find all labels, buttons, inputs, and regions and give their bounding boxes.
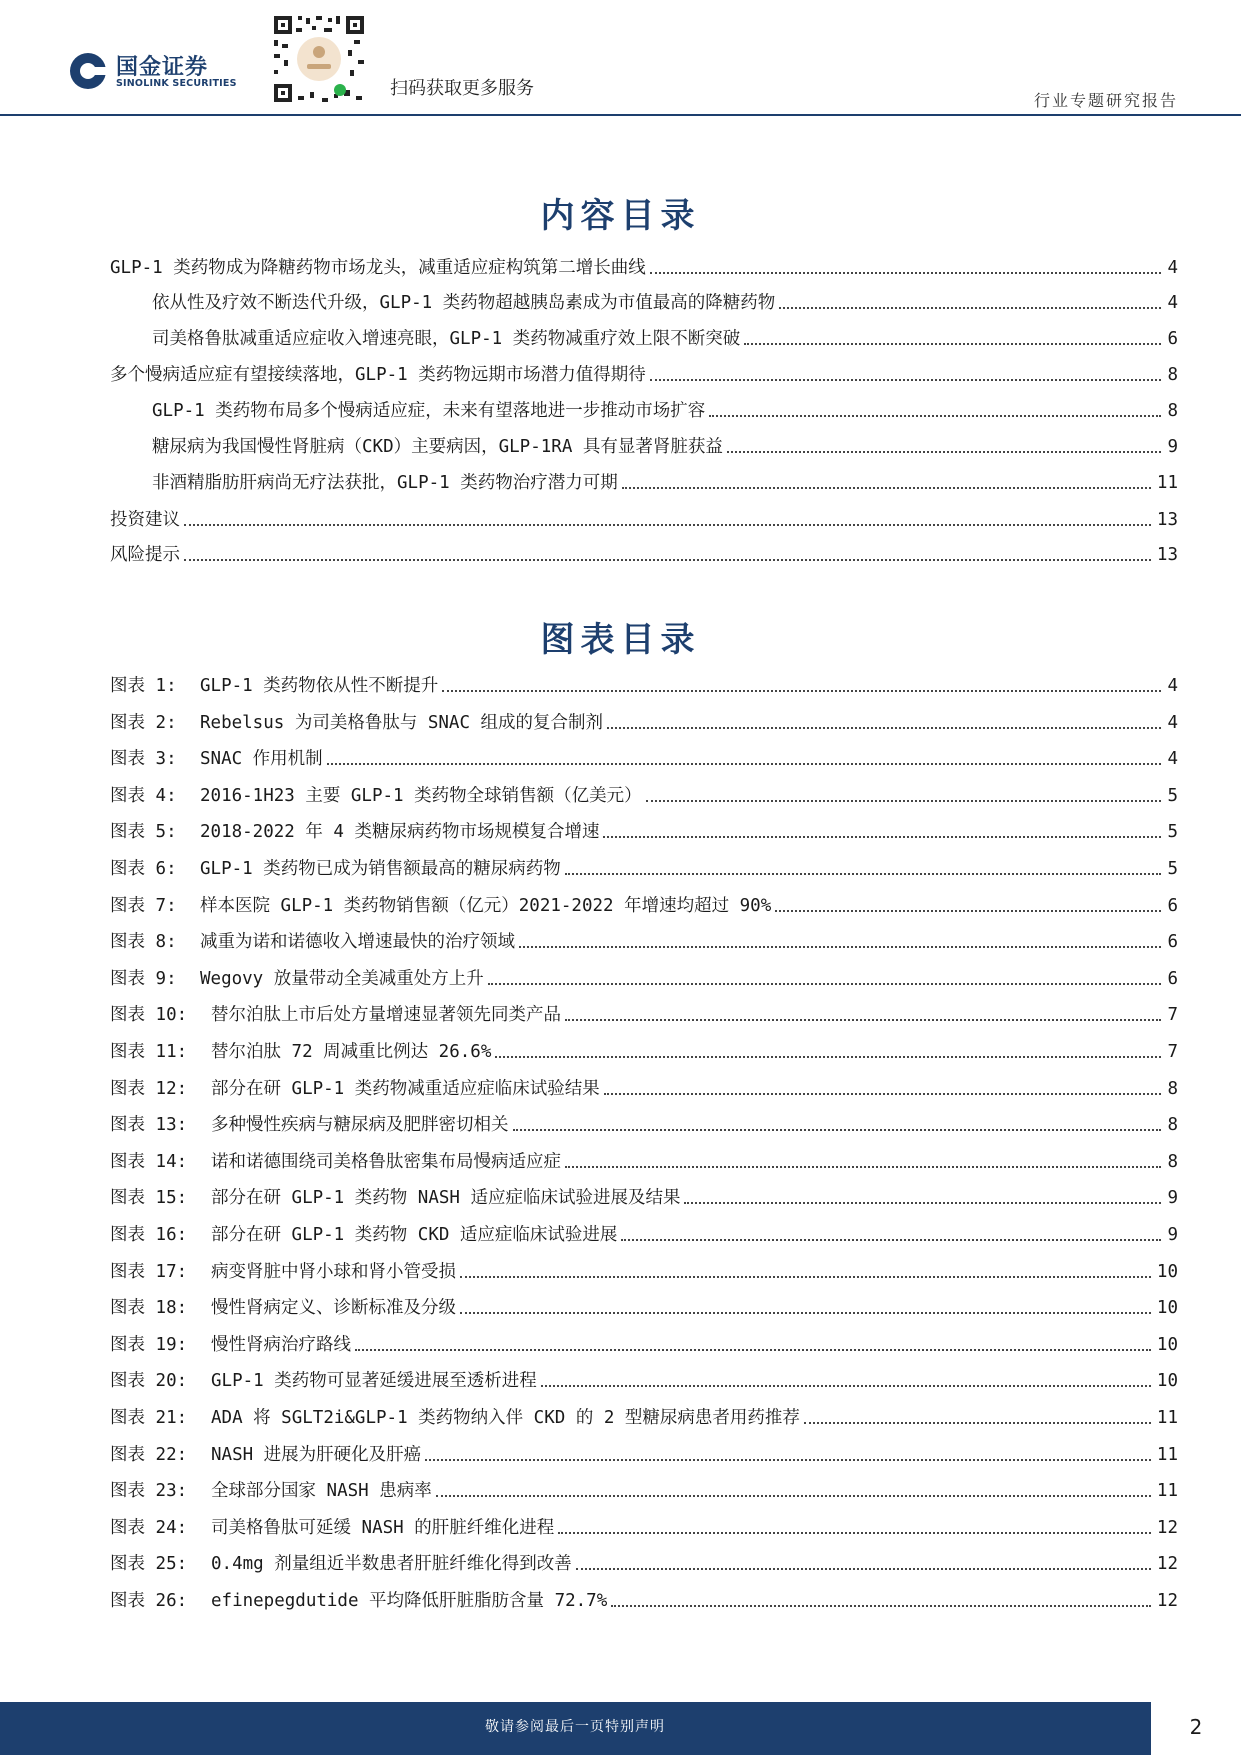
dot-leader xyxy=(565,1166,1161,1168)
dot-leader xyxy=(576,1568,1151,1570)
figure-entry[interactable] xyxy=(110,854,1178,884)
dot-leader xyxy=(541,1385,1151,1387)
figure-entry-page: 10 xyxy=(1156,1298,1178,1318)
figure-entry-page: 6 xyxy=(1167,932,1178,952)
figure-entry-page: 4 xyxy=(1167,713,1178,733)
figure-entry-title: 慢性肾病治疗路线 xyxy=(211,1335,351,1355)
figure-entry-label: 图表 19: xyxy=(110,1335,188,1355)
figure-entry-label: 图表 11: xyxy=(110,1042,188,1062)
dot-leader xyxy=(650,272,1162,274)
dot-leader xyxy=(709,415,1161,417)
figure-entry-label: 图表 20: xyxy=(110,1371,188,1391)
figure-entry-title: 减重为诺和诺德收入增速最快的治疗领域 xyxy=(200,932,515,952)
figure-entry-page: 8 xyxy=(1167,1115,1178,1135)
toc-entry-title: 依从性及疗效不断迭代升级，GLP-1 类药物超越胰岛素成为市值最高的降糖药物 xyxy=(152,293,776,313)
dot-leader xyxy=(519,946,1161,948)
figure-entry[interactable] xyxy=(110,1147,1178,1177)
dot-leader xyxy=(442,690,1161,692)
toc-entry-title: 风险提示 xyxy=(110,545,180,565)
figure-entry-label: 图表 12: xyxy=(110,1079,188,1099)
dot-leader xyxy=(565,1019,1161,1021)
dot-leader xyxy=(460,1312,1151,1314)
figure-entry-page: 8 xyxy=(1167,1152,1178,1172)
figure-entry[interactable] xyxy=(110,671,1178,701)
dot-leader xyxy=(607,727,1161,729)
figure-entry-page: 12 xyxy=(1156,1554,1178,1574)
toc-entry-title: 多个慢病适应症有望接续落地，GLP-1 类药物远期市场潜力值得期待 xyxy=(110,365,646,385)
figure-entry-label: 图表 6: xyxy=(110,859,177,879)
figure-entry-label: 图表 7: xyxy=(110,896,177,916)
toc-entry-page: 8 xyxy=(1167,401,1178,421)
figure-entry-title: NASH 进展为肝硬化及肝癌 xyxy=(211,1445,422,1465)
figure-entry-label: 图表 15: xyxy=(110,1188,188,1208)
figure-entry-label: 图表 8: xyxy=(110,932,177,952)
figure-entry-label: 图表 17: xyxy=(110,1262,188,1282)
figure-entry-label: 图表 25: xyxy=(110,1554,188,1574)
toc-title: 内容目录 xyxy=(540,196,701,236)
figure-entry-label: 图表 2: xyxy=(110,713,177,733)
dot-leader xyxy=(622,487,1151,489)
toc-entry[interactable] xyxy=(152,396,1178,426)
dot-leader xyxy=(611,1605,1151,1607)
figure-entry[interactable] xyxy=(110,1293,1178,1323)
figure-entry-title: GLP-1 类药物依从性不断提升 xyxy=(200,676,439,696)
figure-entry-page: 8 xyxy=(1167,1079,1178,1099)
figure-entry[interactable] xyxy=(110,1257,1178,1287)
dot-leader xyxy=(603,836,1161,838)
dot-leader xyxy=(650,379,1162,381)
toc-entry-title: 投资建议 xyxy=(110,510,180,530)
figure-entry-label: 图表 26: xyxy=(110,1591,188,1611)
toc-entry-page: 13 xyxy=(1156,510,1178,530)
toc-entry[interactable] xyxy=(110,360,1178,390)
figure-entry-page: 11 xyxy=(1156,1445,1178,1465)
dot-leader xyxy=(355,1349,1151,1351)
dot-leader xyxy=(495,1056,1161,1058)
dot-leader xyxy=(779,307,1161,309)
toc-entry-page: 4 xyxy=(1167,293,1178,313)
toc-entry[interactable] xyxy=(110,540,1178,570)
figure-entry-page: 7 xyxy=(1167,1042,1178,1062)
figure-entry[interactable] xyxy=(110,1037,1178,1067)
figure-entry-title: 替尔泊肽 72 周减重比例达 26.6% xyxy=(211,1042,492,1062)
figure-entry-title: SNAC 作用机制 xyxy=(200,749,323,769)
figure-entry-page: 6 xyxy=(1167,969,1178,989)
dot-leader xyxy=(184,524,1151,526)
figure-entry-label: 图表 18: xyxy=(110,1298,188,1318)
figure-entry-title: 替尔泊肽上市后处方量增速显著领先同类产品 xyxy=(211,1005,561,1025)
dot-leader xyxy=(646,800,1162,802)
figure-entry-page: 12 xyxy=(1156,1591,1178,1611)
figure-entry-title: 部分在研 GLP-1 类药物减重适应症临床试验结果 xyxy=(211,1079,600,1099)
figure-entry-title: Rebelsus 为司美格鲁肽与 SNAC 组成的复合制剂 xyxy=(200,713,604,733)
figure-entry-title: GLP-1 类药物可显著延缓进展至透析进程 xyxy=(211,1371,537,1391)
figure-entry-page: 10 xyxy=(1156,1371,1178,1391)
toc-entry[interactable] xyxy=(110,253,1178,283)
figure-entry-label: 图表 10: xyxy=(110,1005,188,1025)
logo-english-name: SINOLINK SECURITIES xyxy=(116,78,237,89)
figure-entry[interactable] xyxy=(110,1549,1178,1579)
toc-entry-page: 6 xyxy=(1167,329,1178,349)
toc-entry[interactable] xyxy=(152,432,1178,462)
toc-entry-title: GLP-1 类药物布局多个慢病适应症，未来有望落地进一步推动市场扩容 xyxy=(152,401,706,421)
figure-entry-title: ADA 将 SGLT2i&GLP-1 类药物纳入伴 CKD 的 2 型糖尿病患者用药推荐 xyxy=(211,1408,800,1428)
toc-entry[interactable] xyxy=(110,505,1178,535)
dot-leader xyxy=(425,1459,1151,1461)
figure-entry-page: 11 xyxy=(1156,1481,1178,1501)
figure-entry-title: 全球部分国家 NASH 患病率 xyxy=(211,1481,432,1501)
figure-entry-title: 2016-1H23 主要 GLP-1 类药物全球销售额（亿美元） xyxy=(200,786,642,806)
toc-entry-page: 11 xyxy=(1156,473,1178,493)
figure-entry-label: 图表 14: xyxy=(110,1152,188,1172)
toc-entry-title: GLP-1 类药物成为降糖药物市场龙头，减重适应症构筑第二增长曲线 xyxy=(110,258,646,278)
figure-entry-label: 图表 24: xyxy=(110,1518,188,1538)
figure-entry-title: 慢性肾病定义、诊断标准及分级 xyxy=(211,1298,456,1318)
figure-entry-page: 7 xyxy=(1167,1005,1178,1025)
figure-entry[interactable] xyxy=(110,744,1178,774)
figure-entry-page: 6 xyxy=(1167,896,1178,916)
figure-entry-label: 图表 4: xyxy=(110,786,177,806)
figure-entry[interactable] xyxy=(110,927,1178,957)
figure-entry-label: 图表 1: xyxy=(110,676,177,696)
figure-entry-title: 诺和诺德围绕司美格鲁肽密集布局慢病适应症 xyxy=(211,1152,561,1172)
figure-entry-label: 图表 23: xyxy=(110,1481,188,1501)
disclaimer-note: 敬请参阅最后一页特别声明 xyxy=(485,1719,665,1735)
figure-entry[interactable] xyxy=(110,1110,1178,1140)
figure-entry[interactable] xyxy=(110,1220,1178,1250)
figure-entry-page: 4 xyxy=(1167,676,1178,696)
figure-entry-page: 5 xyxy=(1167,822,1178,842)
dot-leader xyxy=(436,1495,1151,1497)
figure-entry[interactable] xyxy=(110,1440,1178,1470)
figure-entry-page: 10 xyxy=(1156,1335,1178,1355)
figure-entry[interactable] xyxy=(110,1000,1178,1030)
toc-entry-page: 8 xyxy=(1167,365,1178,385)
dot-leader xyxy=(513,1129,1162,1131)
figure-entry-label: 图表 16: xyxy=(110,1225,188,1245)
figure-entry[interactable] xyxy=(110,817,1178,847)
toc-entry[interactable] xyxy=(152,324,1178,354)
dot-leader xyxy=(488,983,1162,985)
page-number: 2 xyxy=(1189,1715,1203,1739)
header-divider xyxy=(0,114,1241,116)
report-type-label: 行业专题研究报告 xyxy=(1033,91,1178,110)
figure-entry-label: 图表 9: xyxy=(110,969,177,989)
figure-entry-title: 司美格鲁肽可延缓 NASH 的肝脏纤维化进程 xyxy=(211,1518,555,1538)
figure-entry[interactable] xyxy=(110,1183,1178,1213)
figure-entry-title: 0.4mg 剂量组近半数患者肝脏纤维化得到改善 xyxy=(211,1554,572,1574)
figure-entry-page: 11 xyxy=(1156,1408,1178,1428)
page-number-box xyxy=(1151,1702,1241,1755)
logo-chinese-name: 国金证券 xyxy=(116,55,209,80)
toc-entry-page: 4 xyxy=(1167,258,1178,278)
toc-entry-title: 糖尿病为我国慢性肾脏病（CKD）主要病因，GLP-1RA 具有显著肾脏获益 xyxy=(152,437,723,457)
figure-entry-page: 12 xyxy=(1156,1518,1178,1538)
figure-entry-title: 2018-2022 年 4 类糖尿病药物市场规模复合增速 xyxy=(200,822,600,842)
figure-entry-title: 部分在研 GLP-1 类药物 CKD 适应症临床试验进展 xyxy=(211,1225,618,1245)
page-footer xyxy=(0,1702,1241,1755)
figure-entry[interactable] xyxy=(110,891,1178,921)
toc-entry-page: 9 xyxy=(1167,437,1178,457)
dot-leader xyxy=(727,451,1162,453)
dot-leader xyxy=(744,343,1161,345)
toc-entry[interactable] xyxy=(152,288,1178,318)
figure-entry-title: 多种慢性疾病与糖尿病及肥胖密切相关 xyxy=(211,1115,509,1135)
qr-code-icon[interactable] xyxy=(268,10,370,108)
figure-entry-page: 5 xyxy=(1167,859,1178,879)
figure-entry[interactable] xyxy=(110,1586,1178,1616)
figure-entry-label: 图表 22: xyxy=(110,1445,188,1465)
figure-entry[interactable] xyxy=(110,1476,1178,1506)
toc-entry[interactable] xyxy=(152,468,1178,498)
company-logo xyxy=(68,48,243,96)
dot-leader xyxy=(604,1093,1162,1095)
figure-entry-title: Wegovy 放量带动全美减重处方上升 xyxy=(200,969,484,989)
figure-entry[interactable] xyxy=(110,1330,1178,1360)
dot-leader xyxy=(327,763,1162,765)
figure-entry-page: 4 xyxy=(1167,749,1178,769)
figure-entry-page: 9 xyxy=(1167,1225,1178,1245)
figure-entry[interactable] xyxy=(110,708,1178,738)
dot-leader xyxy=(684,1202,1161,1204)
figure-entry-label: 图表 3: xyxy=(110,749,177,769)
figure-entry-page: 9 xyxy=(1167,1188,1178,1208)
figure-entry[interactable] xyxy=(110,1074,1178,1104)
figure-entry-title: 部分在研 GLP-1 类药物 NASH 适应症临床试验进展及结果 xyxy=(211,1188,681,1208)
dot-leader xyxy=(621,1239,1161,1241)
figure-entry[interactable] xyxy=(110,1513,1178,1543)
figure-entry-label: 图表 21: xyxy=(110,1408,188,1428)
figure-entry[interactable] xyxy=(110,1366,1178,1396)
figure-entry-page: 10 xyxy=(1156,1262,1178,1282)
figure-entry-label: 图表 13: xyxy=(110,1115,188,1135)
dot-leader xyxy=(460,1276,1151,1278)
figure-entry-title: 样本医院 GLP-1 类药物销售额（亿元）2021-2022 年增速均超过 90% xyxy=(200,896,772,916)
page-header xyxy=(0,0,1241,118)
figure-entry[interactable] xyxy=(110,1403,1178,1433)
figures-title: 图表目录 xyxy=(540,620,701,660)
toc-entry-title: 非酒精脂肪肝病尚无疗法获批，GLP-1 类药物治疗潜力可期 xyxy=(152,473,618,493)
figure-entry-label: 图表 5: xyxy=(110,822,177,842)
scan-for-services-text: 扫码获取更多服务 xyxy=(390,78,534,99)
figure-entry[interactable] xyxy=(110,781,1178,811)
figure-entry-page: 5 xyxy=(1167,786,1178,806)
dot-leader xyxy=(565,873,1162,875)
figure-entry-title: efinepegdutide 平均降低肝脏脂肪含量 72.7% xyxy=(211,1591,608,1611)
toc-entry-page: 13 xyxy=(1156,545,1178,565)
dot-leader xyxy=(558,1532,1151,1534)
dot-leader xyxy=(804,1422,1151,1424)
toc-entry-title: 司美格鲁肽减重适应症收入增速亮眼，GLP-1 类药物减重疗效上限不断突破 xyxy=(152,329,741,349)
figure-entry-title: GLP-1 类药物已成为销售额最高的糖尿病药物 xyxy=(200,859,561,879)
sinolink-logo-icon xyxy=(68,51,108,91)
dot-leader xyxy=(775,910,1161,912)
dot-leader xyxy=(184,559,1151,561)
figure-entry[interactable] xyxy=(110,964,1178,994)
figure-entry-title: 病变肾脏中肾小球和肾小管受损 xyxy=(211,1262,456,1282)
